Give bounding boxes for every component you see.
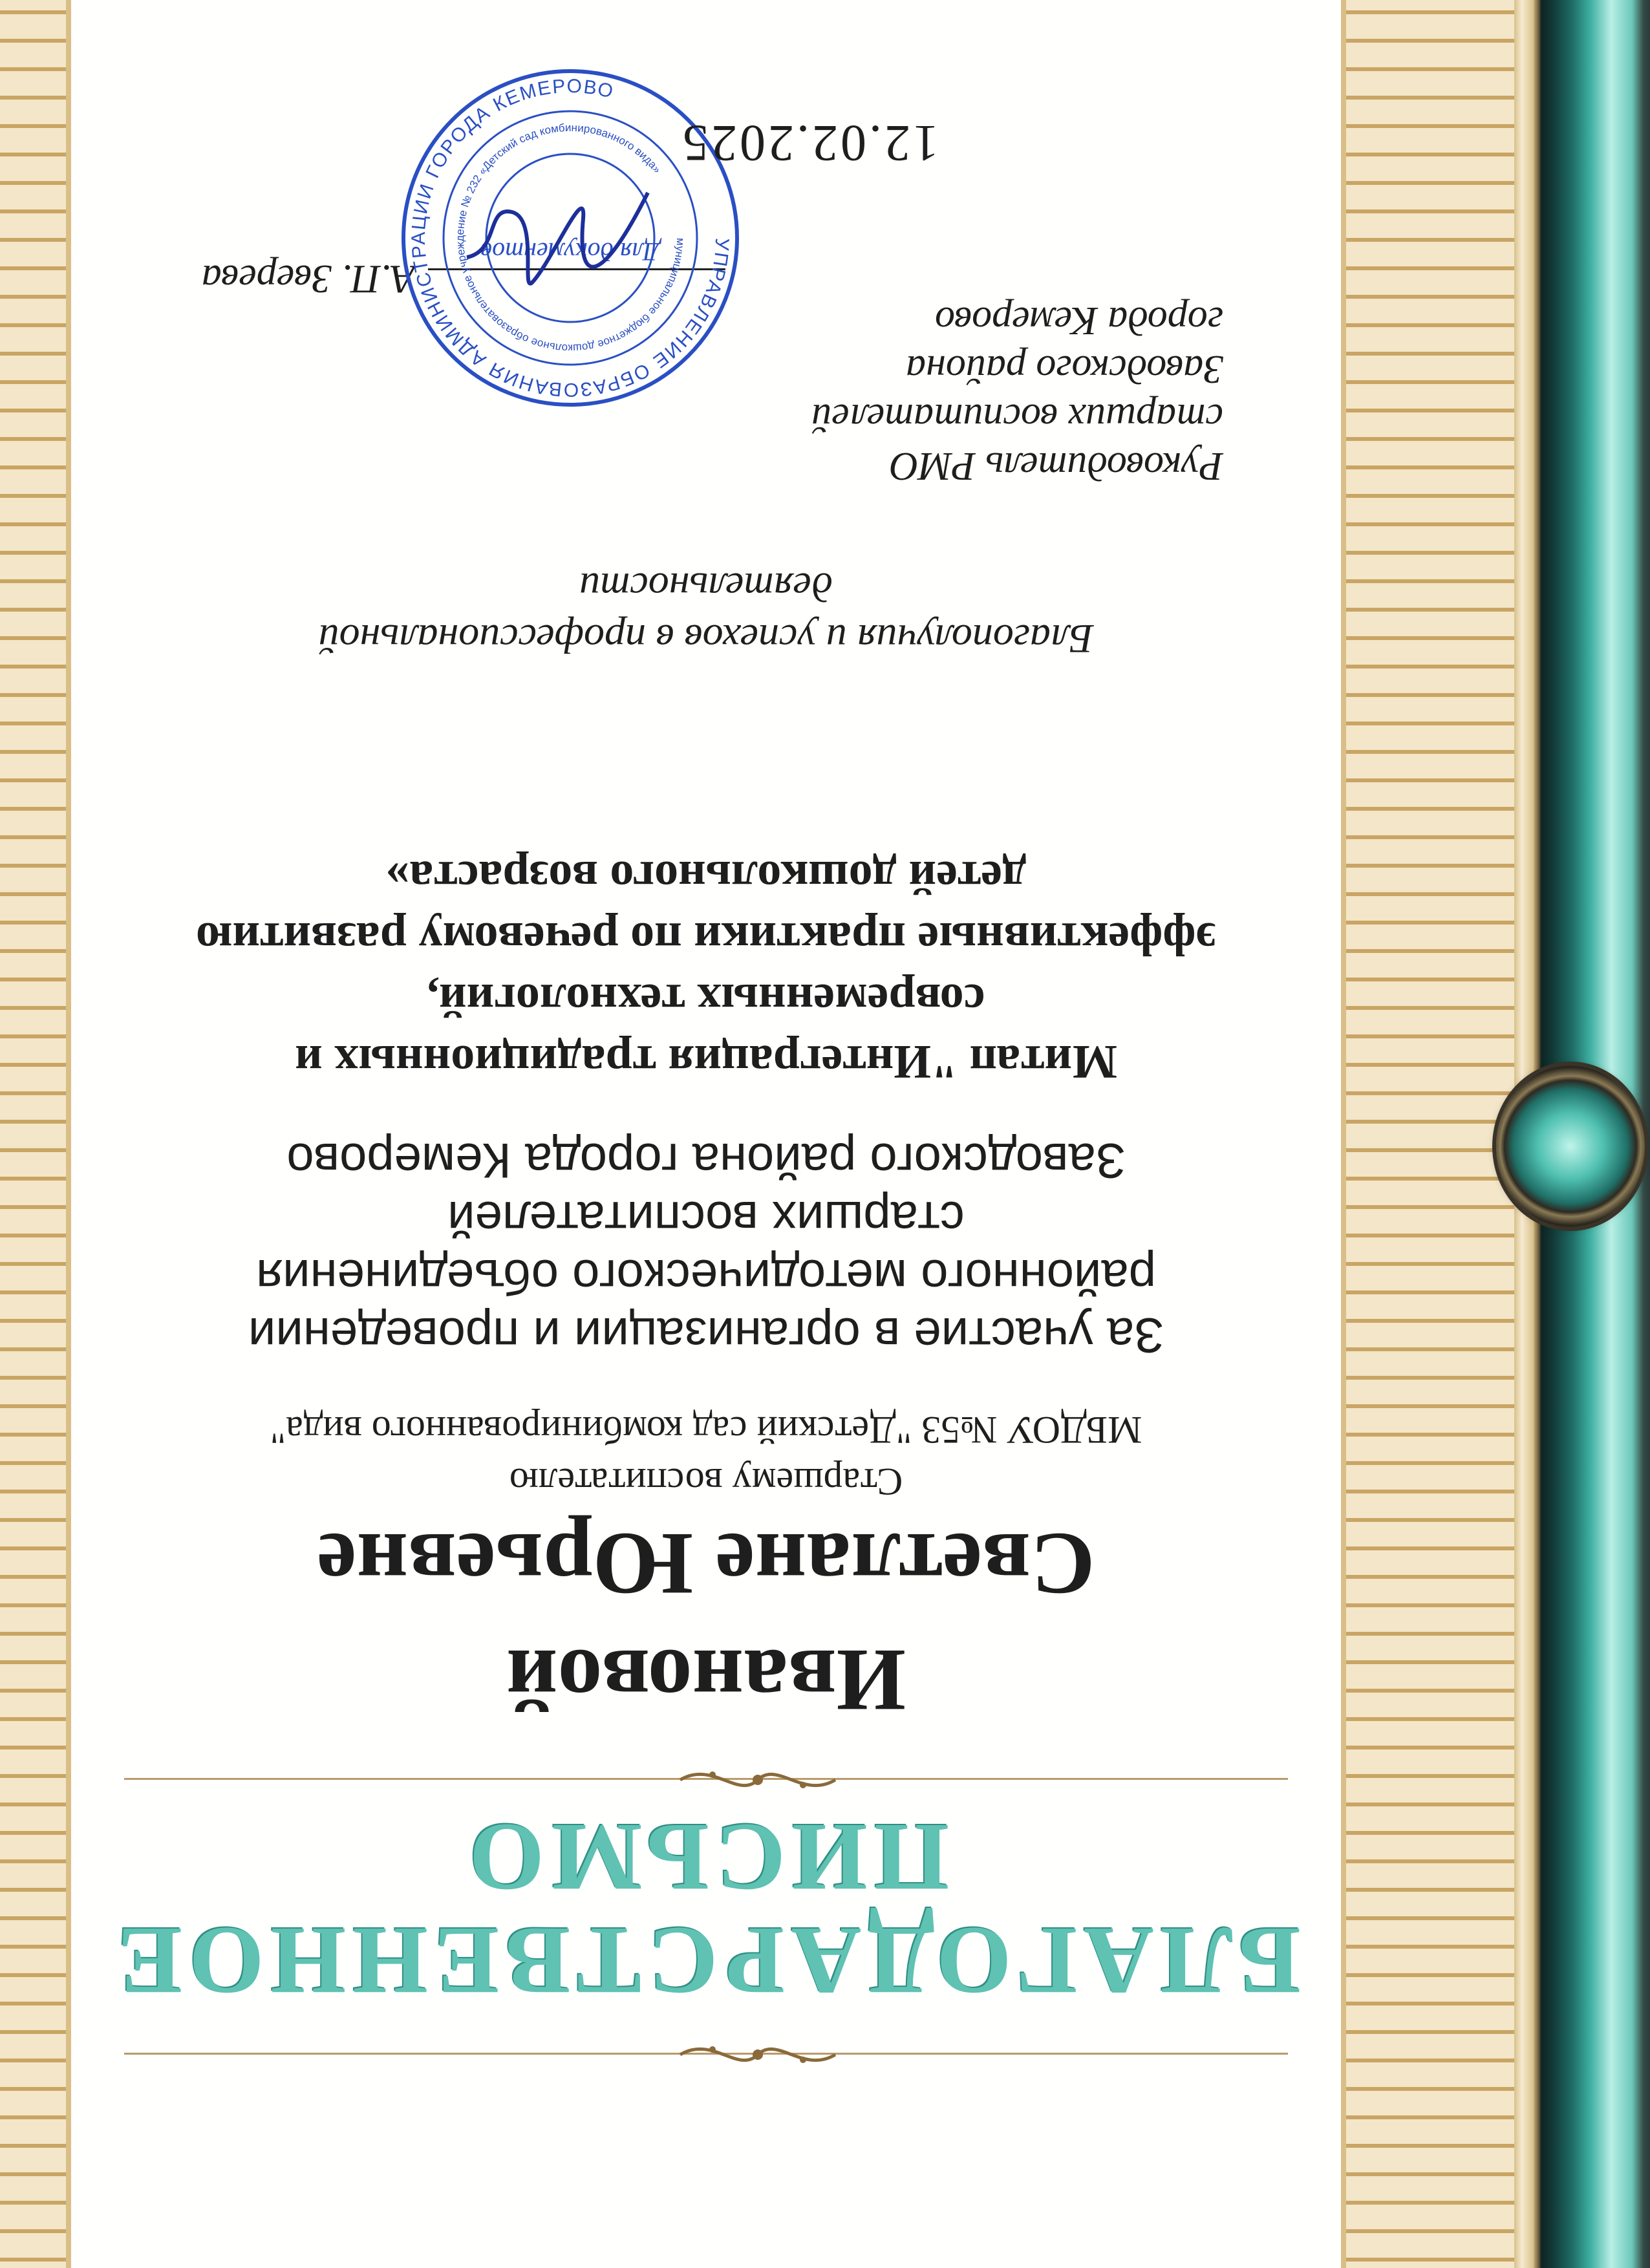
stamp-center-text: Для документов <box>480 237 660 266</box>
signatory-name: А.П. Зверева <box>201 257 415 301</box>
signatory-title: Руководитель РМО <box>890 444 1223 488</box>
recipient-name: Светлане Юрьевне <box>317 1515 1095 1614</box>
stamp-inner-text: муниципальное бюджетное дошкольное образовательное учреждение № 232 «Детский сад комбинированного вида» <box>453 121 687 355</box>
ornament-flourish-icon <box>674 2035 842 2074</box>
event-title-line: современных технологий, <box>427 974 985 1027</box>
signatory-title: города Кемерово <box>934 299 1223 343</box>
reason-line: За участие в организации и проведении <box>248 1307 1164 1362</box>
wish-line: деятельности <box>579 564 833 610</box>
issue-date: 12.02.2025 <box>680 114 939 171</box>
ribbon-medallion-icon <box>1496 1065 1645 1227</box>
title-line-2: ПИСЬМО <box>462 1804 950 1911</box>
event-title-line: Митап "Интеграция традиционных и <box>295 1035 1117 1088</box>
recipient-organization: МБДОУ №53 "Детский сад комбинированного вида" <box>270 1409 1142 1451</box>
wish-line: Благополучия и успехов в профессиональной <box>318 616 1094 662</box>
signatory-title: Заводского района <box>906 347 1223 391</box>
reason-line: Заводского района города Кемерово <box>286 1133 1126 1188</box>
stamp-outer-text: УПРАВЛЕНИЕ ОБРАЗОВАНИЯ АДМИНИСТРАЦИИ ГОРОДА КЕМЕРОВО <box>407 75 733 401</box>
title-line-1: БЛАГОДАРСТВЕННОЕ <box>111 1907 1301 2015</box>
reason-line: районного методического объединения <box>256 1249 1156 1304</box>
event-title-line: детей дошкольного возраста» <box>385 851 1027 904</box>
recipient-surname: Ивановой <box>506 1631 906 1730</box>
recipient-position: Старшему воспитателю <box>509 1460 903 1503</box>
event-title-line: эффективные практики по речевому развитию <box>195 912 1217 965</box>
ornament-flourish-icon <box>674 1760 842 1799</box>
signatory-title: старших воспитателей <box>811 396 1223 440</box>
reason-line: старших воспитателей <box>447 1191 965 1246</box>
